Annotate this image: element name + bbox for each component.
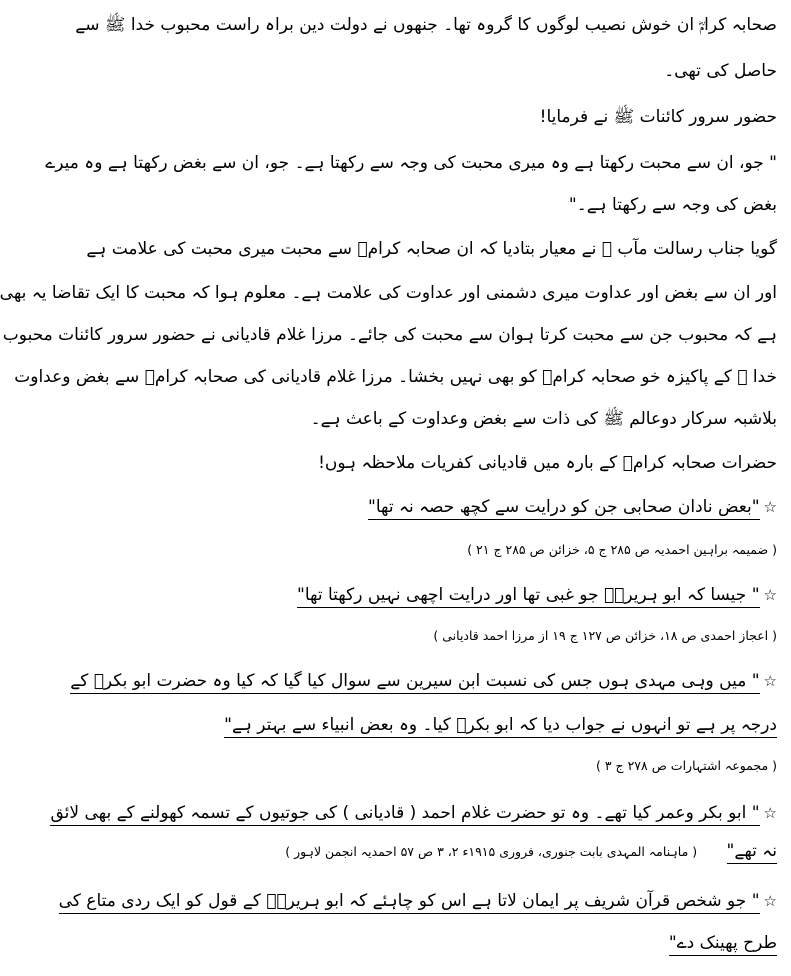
quote-4-text-2: نہ تھے" — [727, 841, 777, 864]
star-icon: ☆ — [763, 498, 777, 516]
quote-1-text: "بعض نادان صحابی جن کو درایت سے کچھ حصہ نہ تھا" — [368, 497, 760, 520]
quote-5-text-2: طرح پھینک دے" — [669, 933, 777, 956]
paragraph-1-line-1: صحابہ کرامؓ ان خوش نصیب لوگوں کا گروہ تھا۔ جنھوں نے دولت دین براہ راست محبوب خدا ﷺ سے — [75, 15, 777, 35]
quote-3-text-2: درجہ پر ہے تو انہوں نے جواب دیا کہ ابو بکرؓ کیا۔ وہ بعض انبیاء سے بہتر ہے" — [224, 715, 777, 738]
section-heading: حضرات صحابہ کرامؓ کے بارہ میں قادیانی کفریات ملاحظہ ہوں! — [318, 453, 777, 473]
star-icon: ☆ — [763, 672, 777, 690]
quote-3-line-1 — [70, 668, 777, 694]
paragraph-1-line-2: حاصل کی تھی۔ — [664, 61, 777, 81]
star-icon: ☆ — [763, 892, 777, 910]
paragraph-2-line-5: بلاشبہ سرکار دوعالم ﷺ کی ذات سے بغض وعداوت کے باعث ہے۔ — [310, 409, 777, 429]
quote-4-line-2 — [211, 838, 777, 864]
quote-5-text-1: " جو شخص قرآن شریف پر ایمان لاتا ہے اس کو چاہئے کہ ابو ہریرہؓ کے قول کو ایک ردی متاع کی — [59, 891, 760, 914]
quote-4-line-1 — [50, 800, 777, 826]
star-icon: ☆ — [763, 586, 777, 604]
quote-2-line-1 — [211, 582, 777, 608]
quote-1-reference: ( ضمیمہ براہین احمدیہ ص ۲۸۵ ج ۵، خزائن ص ۲۸۵ ج ۲۱ ) — [467, 542, 777, 557]
star-icon: ☆ — [763, 804, 777, 822]
hadith-line-2: بغض کی وجہ سے رکھتا ہے۔" — [568, 195, 777, 215]
paragraph-2-line-3: ہے کہ محبوب جن سے محبت کرتا ہوان سے محبت کی جائے۔ مرزا غلام قادیانی نے حضور سرور کائنات محبوب — [2, 325, 777, 345]
quote-2-reference: ( اعجاز احمدی ص ۱۸، خزائن ص ۱۲۷ ج ۱۹ از مرزا احمد قادیانی ) — [433, 628, 777, 643]
quote-4-reference: ( ماہنامہ المہدی بابت جنوری، فروری ۱۹۱۵ء ۲، ۳ ص ۵۷ احمدیہ انجمن لاہور ) — [285, 844, 698, 859]
quote-2-text: " جیسا کہ ابو ہریرہؓ جو غبی تھا اور درایت اچھی نہیں رکھتا تھا" — [297, 585, 760, 608]
paragraph-2-line-1: گویا جناب رسالت مآب ﷺ نے معیار بتادیا کہ ان صحابہ کرامؓ سے محبت میری محبت کی علامت ہے — [86, 239, 777, 259]
quote-3-line-2 — [211, 712, 777, 738]
quote-3-text-1: " میں وہی مہدی ہوں جس کی نسبت ابن سیرین سے سوال کیا گیا کہ کیا وہ حضرت ابو بکرؓ کے — [70, 671, 759, 694]
quote-5-line-1 — [58, 888, 777, 914]
paragraph-2-line-2: اور ان سے بغض اور عداوت میری دشمنی اور عداوت کی علامت ہے۔ معلوم ہوا کہ محبت کا ایک تقاضا یہ بھی — [0, 283, 777, 303]
quote-5-line-2 — [211, 930, 777, 956]
paragraph-2-line-4: خدا ﷺ کے پاکیزہ خو صحابہ کرامؓ کو بھی نہیں بخشا۔ مرزا غلام قادیانی کی صحابہ کرامؓ سے بغض وعداوت — [14, 367, 777, 387]
quote-3-reference: ( مجموعہ اشتہارات ص ۲۷۸ ج ۳ ) — [596, 758, 777, 773]
quote-4-text-1: " ابو بکر وعمر کیا تھے۔ وہ تو حضرت غلام احمد ( قادیانی ) کی جوتیوں کے تسمہ کھولنے کے بھی لائق — [50, 803, 759, 826]
hadith-line-1: " جو، ان سے محبت رکھتا ہے وہ میری محبت کی وجہ سے رکھتا ہے۔ جو، ان سے بغض رکھتا ہے وہ میرے — [45, 153, 777, 173]
hadith-intro: حضور سرور کائنات ﷺ نے فرمایا! — [539, 107, 777, 127]
quote-1-line-1 — [211, 494, 777, 520]
